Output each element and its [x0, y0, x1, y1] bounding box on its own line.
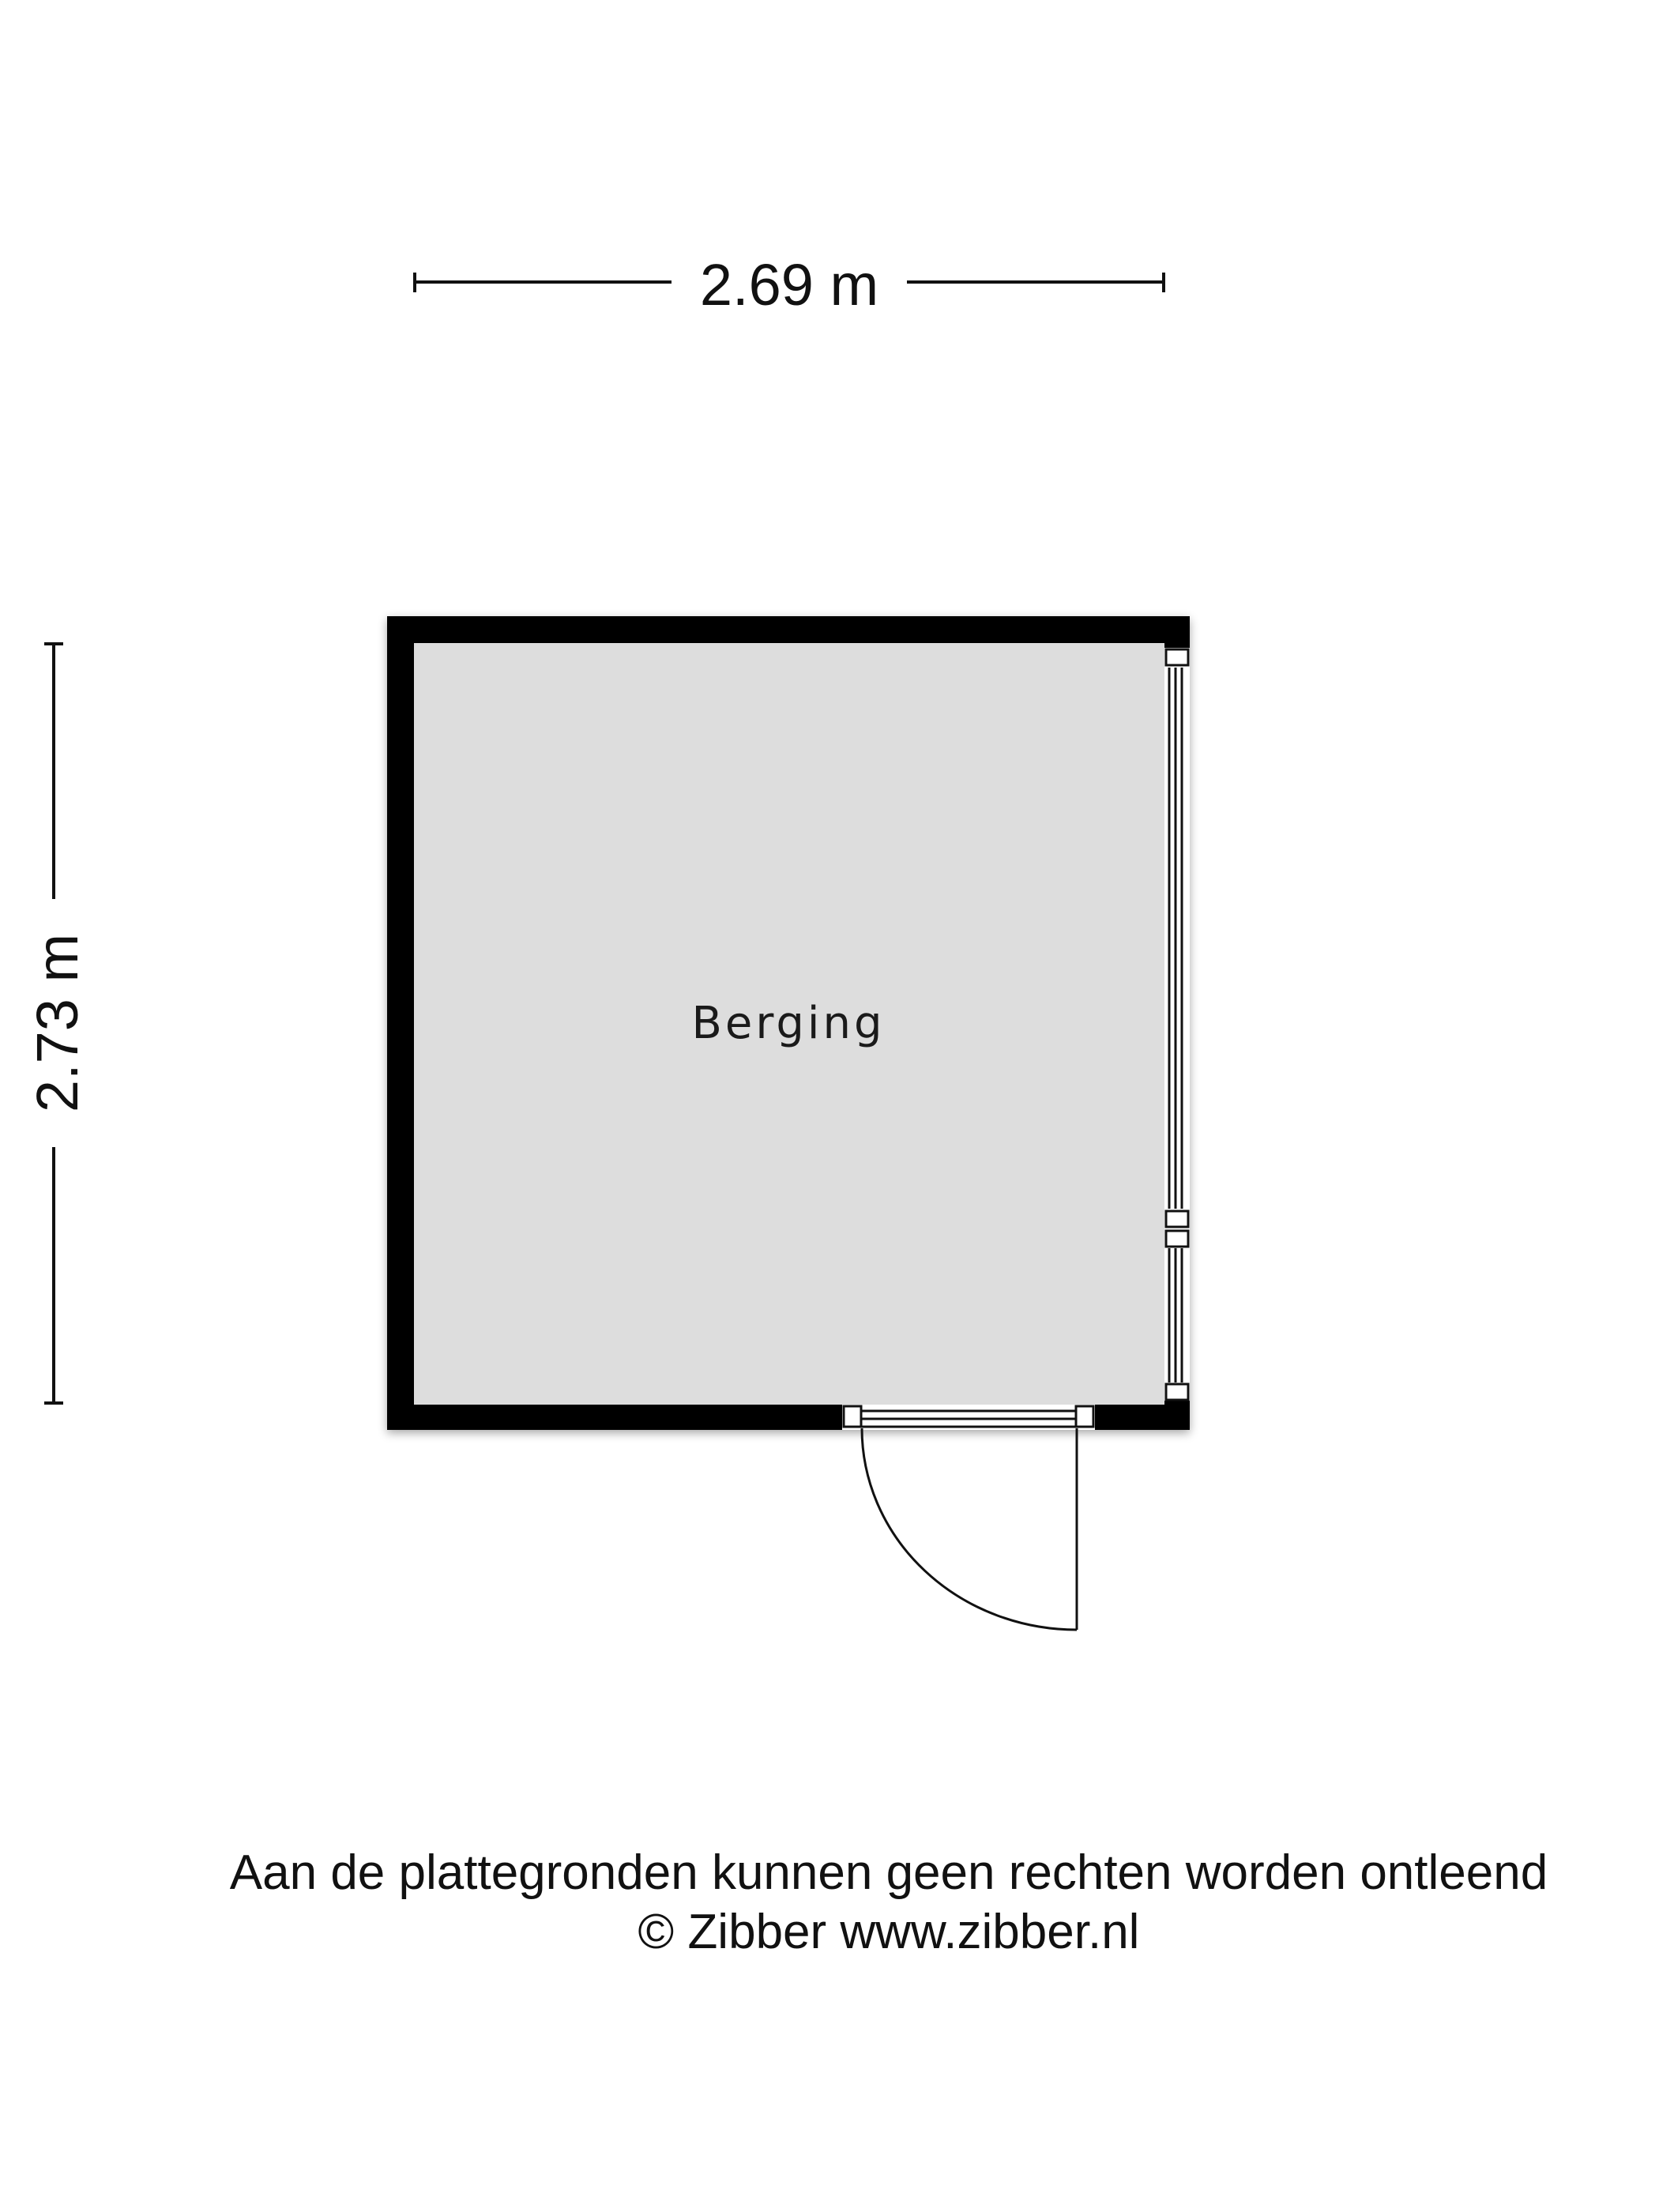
height-label: 2.73 m [24, 933, 90, 1113]
width-label: 2.69 m [699, 252, 879, 318]
room-label: Berging [691, 998, 886, 1049]
copyright-text: © Zibber www.zibber.nl [638, 1905, 1140, 1959]
door [844, 1406, 1093, 1630]
disclaimer-text: Aan de plattegronden kunnen geen rechten worden ontleend [229, 1845, 1548, 1900]
